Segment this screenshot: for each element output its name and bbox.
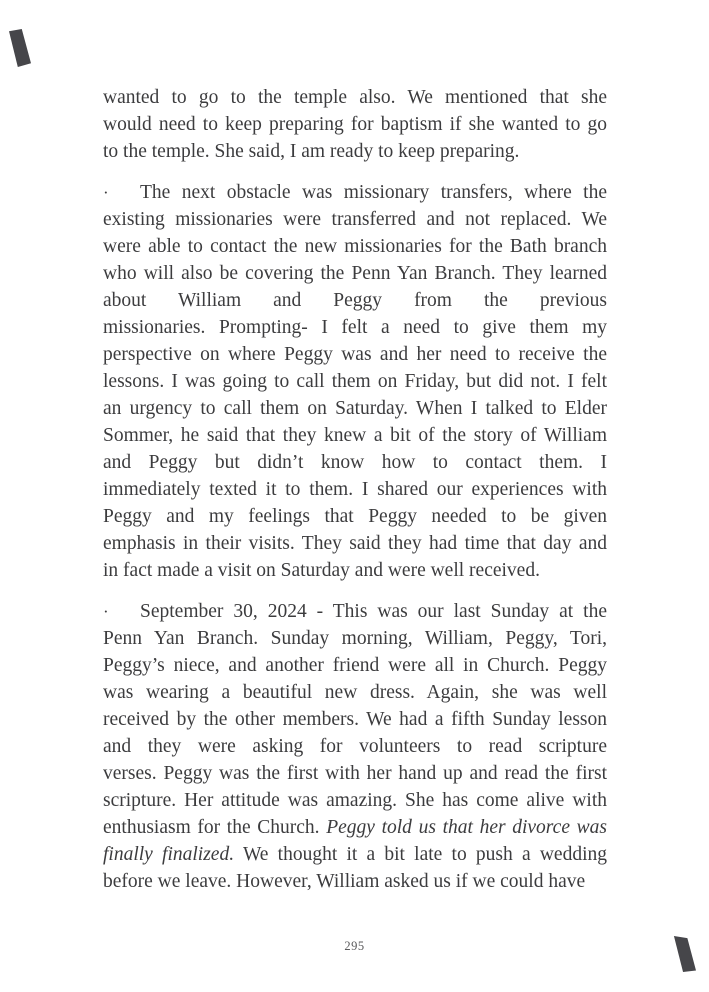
- text-run: in fact made a visit on Saturday and were well received.: [103, 560, 540, 581]
- text-line: [103, 422, 607, 449]
- text-line: [103, 84, 607, 111]
- text-run: scripture. Her attitude was amazing. She has come alive with: [103, 790, 607, 811]
- text-run: received by the other members. We had a fifth Sunday lesson: [103, 709, 607, 730]
- text-run: Sommer, he said that they knew a bit of the story of William: [103, 425, 607, 446]
- text-line: [103, 476, 607, 503]
- text-run: before we leave. However, William asked us if we could have: [103, 871, 586, 892]
- text-line: [103, 368, 607, 395]
- italic-text-run: Peggy told us that her divorce was: [326, 817, 607, 838]
- text-run: lessons. I was going to call them on Friday, but did not. I felt: [103, 371, 607, 392]
- bullet-paragraph: [103, 598, 607, 895]
- bullet-marker: ·: [103, 183, 109, 202]
- text-run: to the temple. She said, I am ready to keep preparing.: [103, 141, 520, 162]
- text-run: Peggy and my feelings that Peggy needed to be given: [103, 506, 607, 527]
- text-run: and they were asking for volunteers to read scripture: [103, 736, 607, 757]
- text-run: Peggy’s niece, and another friend were all in Church. Peggy: [103, 655, 607, 676]
- page-number: 295: [344, 939, 365, 953]
- text-line: [103, 287, 607, 314]
- text-line: [103, 787, 607, 814]
- text-run: The next obstacle was missionary transfers, where the: [140, 182, 607, 203]
- text-run: Penn Yan Branch. Sunday morning, William, Peggy, Tori,: [103, 628, 607, 649]
- text-run: was wearing a beautiful new dress. Again, she was well: [103, 682, 607, 703]
- text-line: [103, 598, 607, 625]
- text-line: [103, 760, 607, 787]
- text-line: [103, 111, 607, 138]
- text-line: [103, 260, 607, 287]
- text-line: [103, 233, 607, 260]
- text-run: existing missionaries were transferred and not replaced. We: [103, 209, 607, 230]
- text-line: [103, 179, 607, 206]
- text-line: [103, 652, 607, 679]
- text-run: verses. Peggy was the first with her hand up and read the first: [103, 763, 607, 784]
- text-line: [103, 314, 607, 341]
- text-line: [103, 625, 607, 652]
- text-run: would need to keep preparing for baptism if she wanted to go: [103, 114, 607, 135]
- text-line: [103, 733, 607, 760]
- text-line: [103, 206, 607, 233]
- text-run: enthusiasm for the Church.: [103, 817, 327, 838]
- text-line: [103, 449, 607, 476]
- text-line: [103, 841, 607, 868]
- text-line: [103, 530, 607, 557]
- text-block: [103, 84, 607, 895]
- text-run: September 30, 2024 - This was our last Sunday at the: [140, 601, 607, 622]
- text-run: an urgency to call them on Saturday. When I talked to Elder: [103, 398, 607, 419]
- text-line: [103, 503, 607, 530]
- bullet-paragraph: [103, 179, 607, 584]
- text-line: [103, 814, 607, 841]
- text-run: perspective on where Peggy was and her need to receive the: [103, 344, 607, 365]
- text-line: [103, 679, 607, 706]
- text-run: about William and Peggy from the previous: [103, 290, 607, 311]
- bullet-marker: ·: [103, 602, 109, 621]
- text-line: [103, 706, 607, 733]
- italic-text-run: finally finalized.: [103, 844, 235, 865]
- text-run: immediately texted it to them. I shared our experiences with: [103, 479, 607, 500]
- text-run: and Peggy but didn’t know how to contact them. I: [103, 452, 607, 473]
- scan-artifact-top-left: [9, 29, 31, 67]
- text-run: who will also be covering the Penn Yan Branch. They learned: [103, 263, 607, 284]
- text-run: We thought it a bit late to push a wedding: [234, 844, 607, 865]
- text-line: [103, 138, 607, 165]
- text-run: emphasis in their visits. They said they had time that day and: [103, 533, 607, 554]
- text-line: [103, 557, 607, 584]
- paragraph: [103, 84, 607, 165]
- text-run: missionaries. Prompting- I felt a need to give them my: [103, 317, 607, 338]
- text-line: [103, 395, 607, 422]
- text-run: wanted to go to the temple also. We mentioned that she: [103, 87, 607, 108]
- text-run: were able to contact the new missionaries for the Bath branch: [103, 236, 607, 257]
- text-line: [103, 868, 607, 895]
- text-line: [103, 341, 607, 368]
